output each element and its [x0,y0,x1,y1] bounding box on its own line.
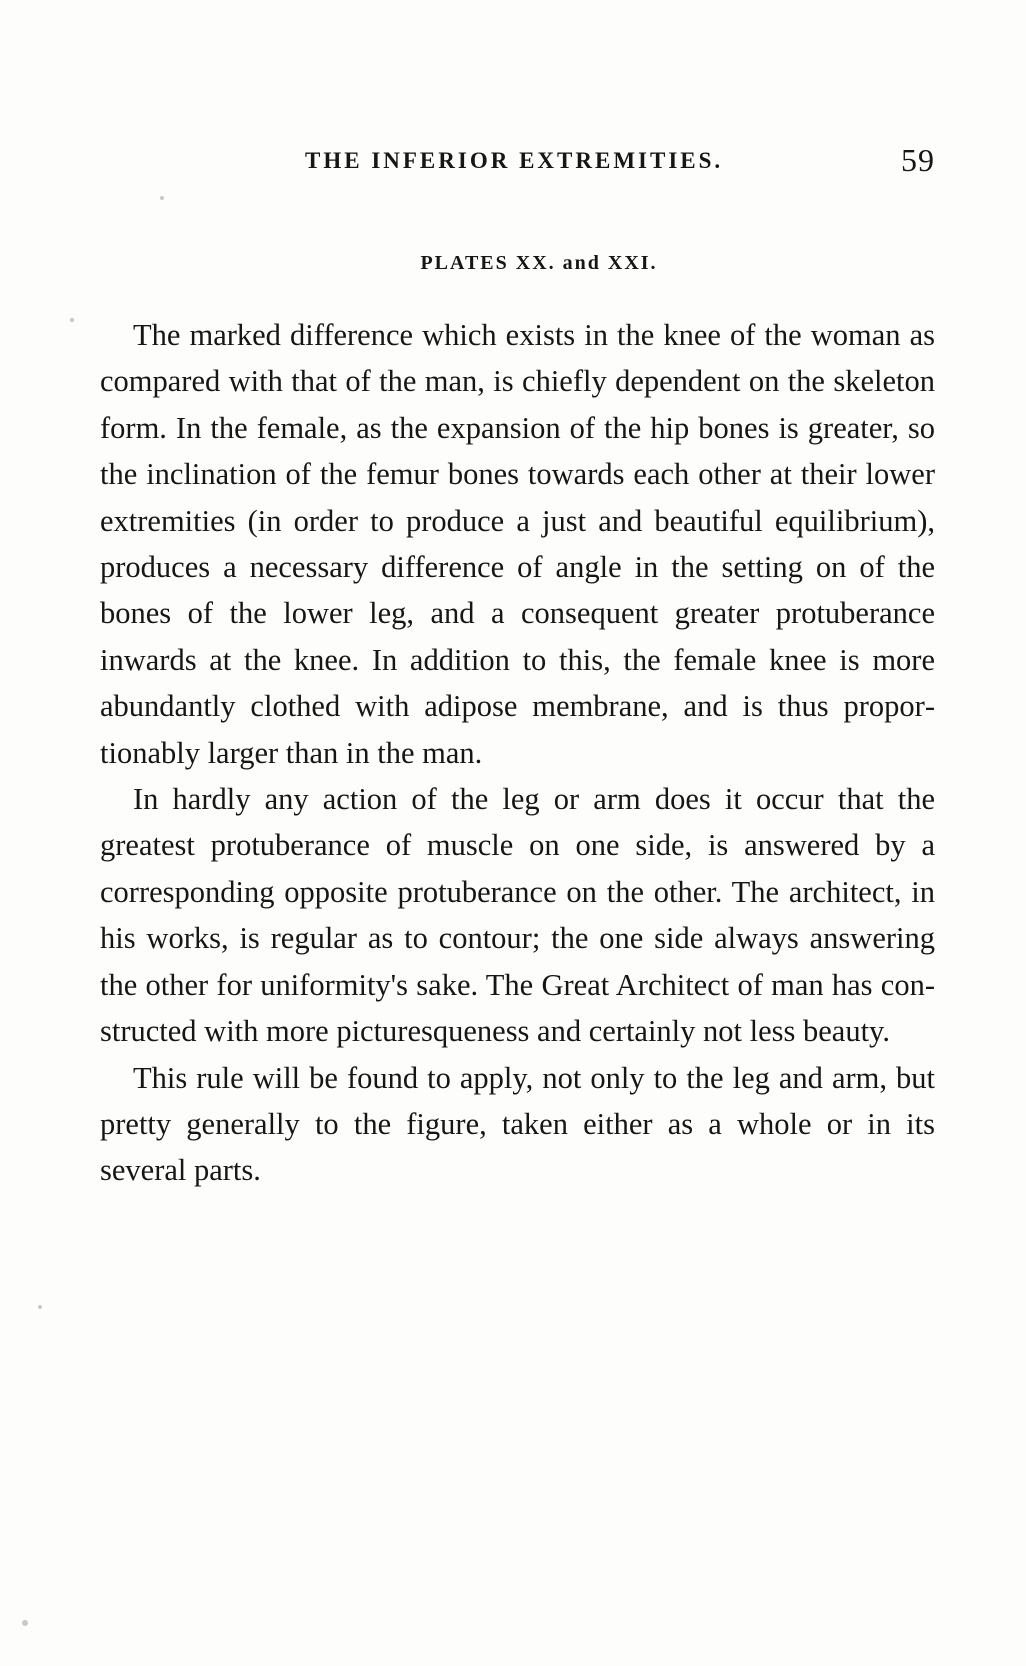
running-title: THE INFERIOR EXTREMITIES. [305,148,724,173]
paragraph-2: In hardly any action of the leg or arm does it occur that the greatest protuberance of muscle on one side, is answered by a corresponding opposite protuberance on the other. The architect, in his works, is regular as to contour; the one side always answering the other for uniformity's sake. The Great Architect of man has constructed with more picturesqueness and certainly not less beauty. [100,782,935,1049]
paper-speck [22,1620,28,1626]
paper-speck [70,318,74,322]
body-text [100,312,935,1194]
paper-speck [38,1305,42,1309]
paper-speck [160,196,164,200]
running-head [100,142,935,182]
section-heading: PLATES XX. and XXI. [420,252,658,274]
paragraph-1: The marked difference which exists in the knee of the woman as compared with that of the man, is chiefly dependent on the skeleton form. In the female, as the expansion of the hip bones is greater, so the inclination of the femur bones towards each other at their lower extremities (in order to produce a just and beautiful equilibrium), produces a necessary difference of angle in the setting on of the bones of the lower leg, and a consequent greater protuberance inwards at the knee. In addition to this, the female knee is more abundantly clothed with adipose membrane, and is thus proportionably larger than in the man. [100,318,935,770]
page-number: 59 [901,142,935,178]
paragraph-3: This rule will be found to apply, not only to the leg and arm, but pretty generally to the figure, taken either as a whole or in its several parts. [100,1060,935,1188]
